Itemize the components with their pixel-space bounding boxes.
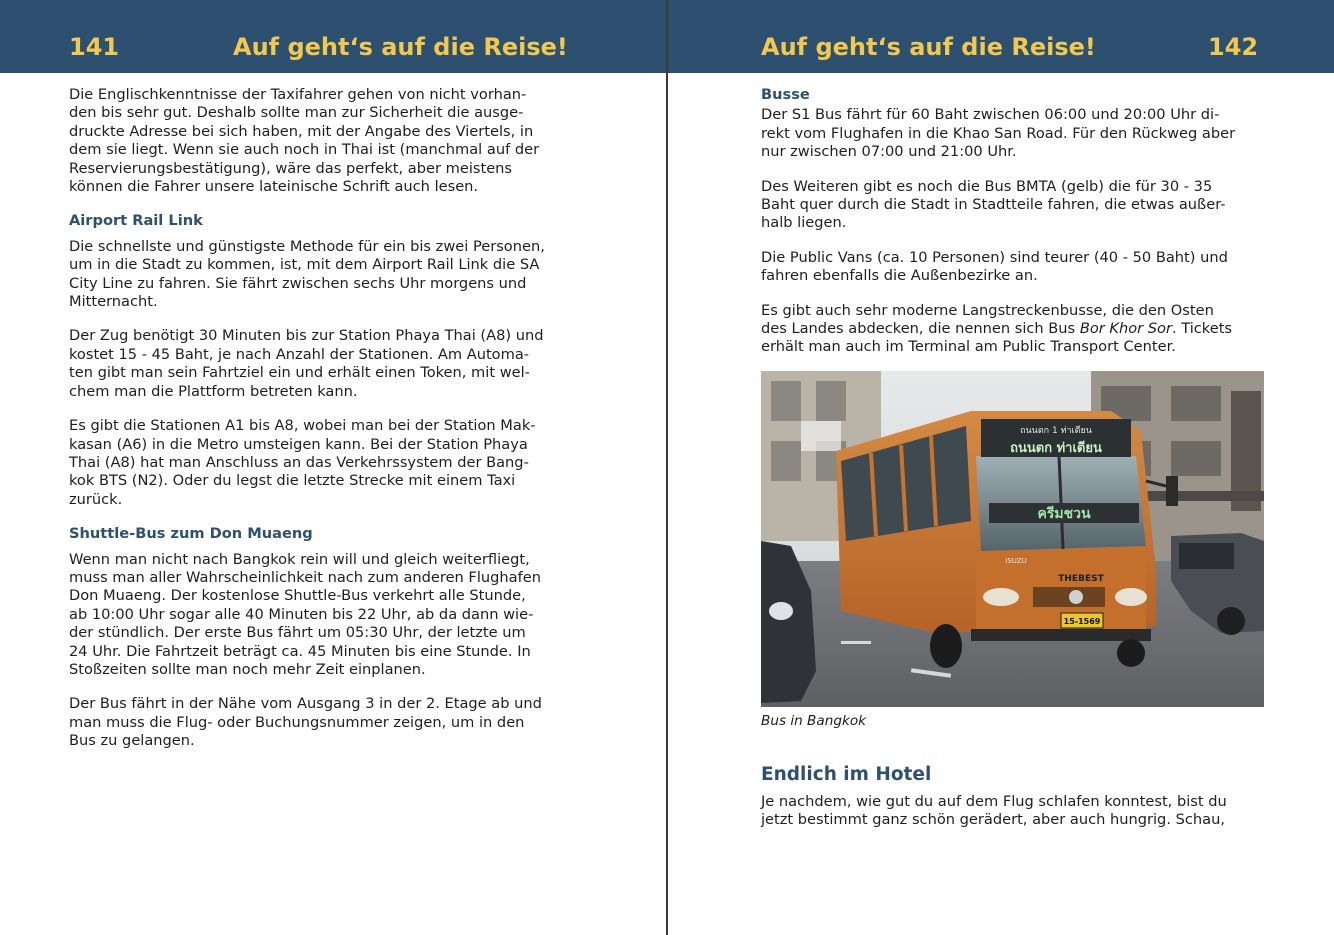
running-title-left: Auf geht‘s auf die Reise! xyxy=(233,33,568,61)
bus-name-emphasis: Bor Khor Sor xyxy=(1079,320,1172,338)
windshield-banner-text: ครีมชวน xyxy=(1037,505,1091,522)
right-page-header xyxy=(668,0,1334,73)
paragraph-shuttle-1: Wenn man nicht nach Bangkok rein will und gleich weiterfliegt, muss man aller Wahrscheinlichkeit nach zum anderen Flughafen Don Muaeng. Der kostenlose Shuttle-Bus verkehrt alle Stunde, ab 10:00 Uhr sogar alle 40 Minuten bis 22 Uhr, ab da dann wie- der stündlich. Der erste Bus fährt um 05:30 Uhr, der letzte um 24 Uhr. Die Fahrtzeit beträgt ca. 45 Minuten bis eine Stunde. In Stoßzeiten sollte man noch mehr Zeit einplanen. xyxy=(69,550,541,678)
right-page-content xyxy=(761,86,1271,846)
bus-brand-thebest: THEBEST xyxy=(1058,573,1104,584)
paragraph-bus-2: Des Weiteren gibt es noch die Bus BMTA (gelb) die für 30 - 35 Baht quer durch die Stadt in Stadtteile fahren, die etwas außer- halb liegen. xyxy=(761,177,1226,232)
photo-caption: Bus in Bangkok xyxy=(761,712,867,729)
paragraph-bus-1: Der S1 Bus fährt für 60 Baht zwischen 06:00 und 20:00 Uhr di- rekt vom Flughafen in die Khao San Road. Für den Rückweg aber nur zwischen 07:00 und 21:00 Uhr. xyxy=(761,106,1236,161)
heading-busse: Busse xyxy=(761,86,810,103)
heading-airport-rail-link: Airport Rail Link xyxy=(69,212,203,230)
paragraph-shuttle-2: Der Bus fährt in der Nähe vom Ausgang 3 in der 2. Etage ab und man muss die Flug- oder Buchungsnummer zeigen, um in den Bus zu gelangen. xyxy=(69,695,542,750)
paragraph-bus-4: Es gibt auch sehr moderne Langstreckenbusse, die den Osten des Landes abdecken, die nennen sich Bus Bor Khor Sor. Tickets erhält man auch im Terminal am Public Transport Center. xyxy=(761,301,1233,356)
left-page xyxy=(0,0,666,935)
heading-shuttle-bus: Shuttle-Bus zum Don Muaeng xyxy=(69,525,313,543)
headlight-right xyxy=(1115,588,1147,606)
bus-wheel-left xyxy=(930,624,962,668)
heading-endlich-im-hotel: Endlich im Hotel xyxy=(761,763,932,785)
bus-photo xyxy=(761,371,1264,707)
bus-mirror xyxy=(1166,476,1178,506)
paragraph-bus-3: Die Public Vans (ca. 10 Personen) sind teurer (40 - 50 Baht) und fahren ebenfalls die Außenbezirke an. xyxy=(761,248,1228,285)
paragraph-taxi-english: Die Englischkenntnisse der Taxifahrer gehen von nicht vorhan- den bis sehr gut. Deshalb sollte man zur Sicherheit die ausge- druckte Adresse bei sich haben, mit der Angabe des Viertels, in dem sie liegt. Wenn sie auch noch in Thai ist (manchmal auf der Reservierungsbestätigung), wäre das perfekt, aber meistens können die Fahrer unsere lateinische Schrift auch lesen. xyxy=(69,86,540,196)
bus-brand-isuzu: ISUZU xyxy=(1005,556,1027,565)
headlight-left xyxy=(983,588,1019,606)
page-number-left: 141 xyxy=(69,33,120,61)
paragraph-rail-1: Die schnellste und günstigste Methode für ein bis zwei Personen, um in die Stadt zu kommen, ist, mit dem Airport Rail Link die SA City Line zu fahren. Sie fährt zwischen sechs Uhr morgens und Mitternacht. xyxy=(69,237,545,311)
sign-destination-text: ถนนตก ท่าเตียน xyxy=(1010,440,1102,456)
running-title-right: Auf geht‘s auf die Reise! xyxy=(761,33,1096,61)
page-number-right: 142 xyxy=(1208,33,1259,61)
left-page-content xyxy=(69,86,589,767)
paragraph-rail-2: Der Zug benötigt 30 Minuten bis zur Station Phaya Thai (A8) und kostet 15 - 45 Baht, je nach Anzahl der Stationen. Am Automa- ten gibt man sein Fahrtziel ein und erhält einen Token, mit wel- chem man die Plattform betreten kann. xyxy=(69,327,544,400)
license-plate-text: 15-1569 xyxy=(1063,616,1101,626)
bus-wheel-right xyxy=(1117,639,1145,667)
paragraph-hotel-1: Je nachdem, wie gut du auf dem Flug schlafen konntest, bist du jetzt bestimmt ganz schön gerädert, aber auch hungrig. Schau, xyxy=(761,792,1227,829)
paragraph-rail-3: Es gibt die Stationen A1 bis A8, wobei man bei der Station Mak- kasan (A6) in die Metro umsteigen kann. Bei der Station Phaya Thai (A8) hat man Anschluss an das Verkehrssystem der Bang- kok BTS (N2). Oder du legst die letzte Strecke mit einem Taxi zurück. xyxy=(69,417,536,508)
left-page-header xyxy=(0,0,666,73)
bus-bumper xyxy=(971,629,1151,641)
right-page xyxy=(668,0,1334,935)
sign-route-text: ถนนตก 1 ท่าเตียน xyxy=(1020,425,1092,436)
